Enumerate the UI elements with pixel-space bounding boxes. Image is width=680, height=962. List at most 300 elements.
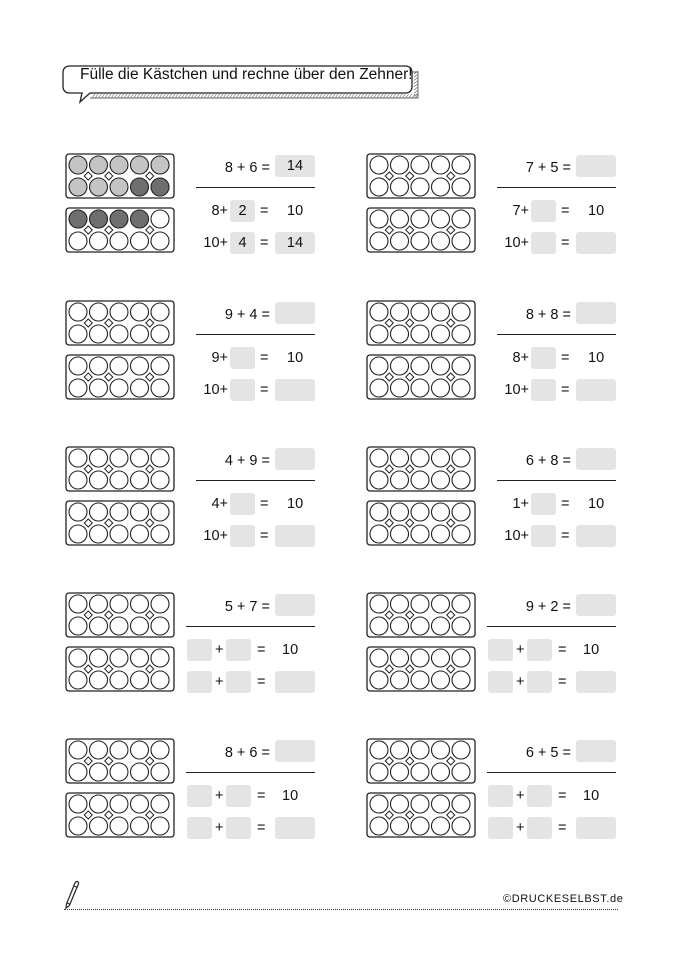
frame-dot (391, 595, 409, 613)
split-box[interactable]: 2 (230, 200, 255, 222)
ten-frame-bottom (367, 647, 475, 691)
frame-dot (90, 617, 108, 635)
frame-dot (432, 817, 450, 835)
frame-dot (90, 357, 108, 375)
frame-dot (370, 303, 388, 321)
frame-dot (110, 210, 128, 228)
equals-sign: = (257, 820, 266, 836)
ten-frame-bottom (367, 208, 475, 252)
equals-sign: = (561, 382, 570, 398)
split-box[interactable] (531, 493, 556, 515)
frame-dot (432, 649, 450, 667)
answer-box[interactable] (576, 155, 616, 177)
frame-dot (131, 671, 149, 689)
equals-sign: = (561, 528, 570, 544)
frame-dot (131, 763, 149, 781)
frame-dot (452, 671, 470, 689)
frame-dot (69, 595, 87, 613)
ten-frame-bottom (66, 647, 174, 691)
frame-dot (411, 379, 429, 397)
frame-dot (411, 503, 429, 521)
equals-sign: = (260, 528, 269, 544)
frame-dot (432, 325, 450, 343)
final-answer-box[interactable] (576, 379, 616, 401)
equals-sign: = (260, 235, 269, 251)
divider-line (487, 772, 616, 773)
ten-frame-bottom (66, 208, 174, 252)
frame-dot (432, 503, 450, 521)
equals-sign: = (558, 820, 567, 836)
frame-dot (131, 232, 149, 250)
frame-dot (370, 379, 388, 397)
frame-dot (391, 795, 409, 813)
blank-box[interactable] (187, 671, 212, 693)
frame-dot (131, 471, 149, 489)
frame-dot (69, 232, 87, 250)
divider-line (487, 626, 616, 627)
divider-line (497, 480, 616, 481)
blank-box[interactable] (488, 639, 513, 661)
frame-dot (110, 763, 128, 781)
frame-dot (370, 671, 388, 689)
ten-value: 10 (583, 642, 600, 658)
answer-box[interactable] (275, 448, 315, 470)
frame-dot (90, 595, 108, 613)
frame-dot (432, 795, 450, 813)
blank-box[interactable] (527, 785, 552, 807)
frame-dot (90, 325, 108, 343)
plus-sign: + (516, 788, 525, 804)
answer-box[interactable] (576, 594, 616, 616)
remainder-box[interactable] (531, 379, 556, 401)
answer-box[interactable]: 14 (275, 155, 315, 177)
frame-dot (411, 325, 429, 343)
final-answer-box[interactable] (576, 817, 616, 839)
exercise-3 (65, 300, 365, 415)
frame-dot (69, 471, 87, 489)
split-box[interactable] (230, 493, 255, 515)
blank-box[interactable] (488, 817, 513, 839)
equals-sign: = (257, 642, 266, 658)
frame-dot (370, 156, 388, 174)
final-answer-box[interactable] (275, 817, 315, 839)
exercise-5 (65, 446, 365, 561)
frame-dot (370, 595, 388, 613)
final-answer-box[interactable]: 14 (275, 232, 315, 254)
answer-box[interactable] (576, 448, 616, 470)
final-answer-box[interactable] (275, 379, 315, 401)
ten-value: 10 (287, 496, 304, 512)
frame-dot (110, 379, 128, 397)
frame-dot (411, 210, 429, 228)
ten-frames (366, 738, 481, 838)
divider-line (186, 772, 315, 773)
frame-dot (151, 232, 169, 250)
frame-dot (432, 671, 450, 689)
ten-frame-top (66, 739, 174, 783)
split-first: 4+ (211, 496, 228, 512)
frame-dot (90, 817, 108, 835)
frame-dot (452, 325, 470, 343)
final-answer-box[interactable] (576, 671, 616, 693)
ten-value: 10 (583, 788, 600, 804)
frame-dot (452, 156, 470, 174)
ten-frame-bottom (66, 793, 174, 837)
equals-sign: = (558, 788, 567, 804)
frame-dot (110, 357, 128, 375)
frame-dot (411, 303, 429, 321)
frame-dot (411, 649, 429, 667)
frame-dot (432, 595, 450, 613)
frame-dot (391, 210, 409, 228)
ten-value: 10 (588, 203, 605, 219)
frame-dot (391, 379, 409, 397)
final-answer-box[interactable] (275, 671, 315, 693)
frame-dot (452, 503, 470, 521)
frame-dot (151, 357, 169, 375)
frame-dot (110, 178, 128, 196)
frame-dot (452, 210, 470, 228)
frame-dot (69, 379, 87, 397)
frame-dot (411, 471, 429, 489)
divider-line (497, 334, 616, 335)
frame-dot (370, 357, 388, 375)
blank-box[interactable] (226, 639, 251, 661)
frame-dot (110, 817, 128, 835)
ten-plus: 10+ (203, 382, 228, 398)
exercise-2 (366, 153, 666, 268)
frame-dot (391, 741, 409, 759)
ten-frame-top (66, 154, 174, 198)
split-first: 9+ (211, 350, 228, 366)
frame-dot (432, 763, 450, 781)
frame-dot (391, 449, 409, 467)
equals-sign: = (260, 382, 269, 398)
frame-dot (391, 503, 409, 521)
exercise-7 (65, 592, 365, 707)
frame-dot (131, 178, 149, 196)
frame-dot (69, 357, 87, 375)
frame-dot (110, 156, 128, 174)
frame-dot (131, 817, 149, 835)
frame-dot (370, 178, 388, 196)
equation: 5 + 7 = (224, 599, 270, 615)
answer-box[interactable] (576, 302, 616, 324)
frame-dot (90, 471, 108, 489)
frame-dot (432, 303, 450, 321)
equation: 8 + 6 = (224, 745, 270, 761)
equals-sign: = (561, 350, 570, 366)
frame-dot (110, 471, 128, 489)
frame-dot (432, 449, 450, 467)
frame-dot (110, 525, 128, 543)
exercise-6 (366, 446, 666, 561)
answer-box[interactable] (576, 740, 616, 762)
frame-dot (110, 232, 128, 250)
frame-dot (90, 379, 108, 397)
frame-dot (370, 649, 388, 667)
frame-dot (370, 795, 388, 813)
exercise-9 (65, 738, 365, 853)
frame-dot (411, 817, 429, 835)
blank-box[interactable] (226, 671, 251, 693)
blank-box[interactable] (187, 817, 212, 839)
plus-sign: + (215, 788, 224, 804)
final-answer-box[interactable] (275, 525, 315, 547)
frame-dot (452, 763, 470, 781)
frame-dot (452, 795, 470, 813)
frame-dot (69, 156, 87, 174)
equals-sign: = (561, 235, 570, 251)
frame-dot (151, 617, 169, 635)
ten-plus: 10+ (504, 235, 529, 251)
frame-dot (90, 156, 108, 174)
ten-frames (65, 300, 180, 400)
frame-dot (69, 303, 87, 321)
equation: 7 + 5 = (525, 160, 571, 176)
frame-dot (452, 595, 470, 613)
frame-dot (151, 795, 169, 813)
ten-frame-top (367, 593, 475, 637)
frame-dot (452, 617, 470, 635)
final-answer-box[interactable] (576, 232, 616, 254)
ten-frame-top (66, 301, 174, 345)
frame-dot (432, 741, 450, 759)
ten-frame-top (367, 739, 475, 783)
frame-dot (69, 449, 87, 467)
frame-dot (131, 525, 149, 543)
frame-dot (411, 232, 429, 250)
divider-line (497, 187, 616, 188)
frame-dot (391, 671, 409, 689)
split-box[interactable] (230, 347, 255, 369)
blank-box[interactable] (226, 817, 251, 839)
blank-box[interactable] (488, 671, 513, 693)
ten-value: 10 (287, 350, 304, 366)
ten-frames (65, 153, 180, 253)
ten-frames (65, 592, 180, 692)
frame-dot (151, 671, 169, 689)
frame-dot (370, 503, 388, 521)
equals-sign: = (558, 642, 567, 658)
remainder-box[interactable]: 4 (230, 232, 255, 254)
frame-dot (411, 763, 429, 781)
frame-dot (370, 471, 388, 489)
frame-dot (151, 210, 169, 228)
frame-dot (90, 763, 108, 781)
frame-dot (151, 503, 169, 521)
frame-dot (90, 671, 108, 689)
frame-dot (370, 525, 388, 543)
frame-dot (131, 379, 149, 397)
frame-dot (110, 795, 128, 813)
frame-dot (131, 741, 149, 759)
frame-dot (452, 232, 470, 250)
frame-dot (110, 617, 128, 635)
frame-dot (370, 232, 388, 250)
frame-dot (110, 303, 128, 321)
frame-dot (411, 357, 429, 375)
plus-sign: + (215, 820, 224, 836)
divider-line (196, 187, 315, 188)
frame-dot (411, 178, 429, 196)
remainder-box[interactable] (230, 525, 255, 547)
frame-dot (110, 649, 128, 667)
ten-plus: 10+ (203, 235, 228, 251)
ten-frames (65, 738, 180, 838)
frame-dot (151, 178, 169, 196)
blank-box[interactable] (527, 817, 552, 839)
frame-dot (69, 795, 87, 813)
ten-plus: 10+ (203, 528, 228, 544)
frame-dot (432, 617, 450, 635)
equation: 8 + 6 = (224, 160, 270, 176)
remainder-box[interactable] (531, 232, 556, 254)
frame-dot (131, 156, 149, 174)
equals-sign: = (561, 496, 570, 512)
frame-dot (411, 525, 429, 543)
frame-dot (411, 156, 429, 174)
frame-dot (452, 741, 470, 759)
split-box[interactable] (531, 200, 556, 222)
ten-frame-bottom (367, 501, 475, 545)
equals-sign: = (257, 674, 266, 690)
frame-dot (452, 449, 470, 467)
blank-box[interactable] (527, 671, 552, 693)
ten-frames (366, 592, 481, 692)
frame-dot (411, 795, 429, 813)
ten-plus: 10+ (504, 382, 529, 398)
split-first: 8+ (211, 203, 228, 219)
frame-dot (411, 449, 429, 467)
frame-dot (452, 303, 470, 321)
blank-box[interactable] (226, 785, 251, 807)
frame-dot (69, 617, 87, 635)
equation: 9 + 2 = (525, 599, 571, 615)
frame-dot (69, 741, 87, 759)
frame-dot (391, 617, 409, 635)
frame-dot (452, 525, 470, 543)
ten-value: 10 (282, 788, 299, 804)
frame-dot (391, 357, 409, 375)
frame-dot (151, 763, 169, 781)
answer-box[interactable] (275, 594, 315, 616)
frame-dot (370, 210, 388, 228)
frame-dot (452, 379, 470, 397)
frame-dot (151, 156, 169, 174)
frame-dot (110, 595, 128, 613)
exercise-1 (65, 153, 365, 268)
ten-value: 10 (588, 350, 605, 366)
frame-dot (370, 741, 388, 759)
frame-dot (131, 449, 149, 467)
blank-box[interactable] (187, 785, 212, 807)
frame-dot (452, 471, 470, 489)
remainder-box[interactable] (531, 525, 556, 547)
equals-sign: = (260, 203, 269, 219)
frame-dot (411, 741, 429, 759)
frame-dot (69, 178, 87, 196)
frame-dot (69, 525, 87, 543)
frame-dot (131, 210, 149, 228)
frame-dot (452, 817, 470, 835)
pencil-icon (63, 879, 81, 909)
frame-dot (151, 525, 169, 543)
blank-box[interactable] (527, 639, 552, 661)
exercise-4 (366, 300, 666, 415)
frame-dot (151, 449, 169, 467)
equals-sign: = (257, 788, 266, 804)
frame-dot (151, 817, 169, 835)
frame-dot (411, 617, 429, 635)
plus-sign: + (516, 820, 525, 836)
frame-dot (391, 471, 409, 489)
frame-dot (69, 817, 87, 835)
ten-frame-bottom (367, 355, 475, 399)
remainder-box[interactable] (230, 379, 255, 401)
plus-sign: + (516, 642, 525, 658)
frame-dot (432, 379, 450, 397)
footer-dotted-line (64, 909, 618, 910)
final-answer-box[interactable] (576, 525, 616, 547)
equals-sign: = (561, 203, 570, 219)
frame-dot (151, 325, 169, 343)
frame-dot (452, 649, 470, 667)
frame-dot (391, 525, 409, 543)
copyright-text: ©DRUCKESELBST.de (503, 893, 624, 905)
frame-dot (131, 595, 149, 613)
frame-dot (370, 325, 388, 343)
frame-dot (90, 503, 108, 521)
frame-dot (391, 817, 409, 835)
answer-box[interactable] (275, 302, 315, 324)
frame-dot (391, 649, 409, 667)
ten-value: 10 (282, 642, 299, 658)
frame-dot (391, 763, 409, 781)
frame-dot (110, 449, 128, 467)
split-box[interactable] (531, 347, 556, 369)
frame-dot (69, 671, 87, 689)
frame-dot (432, 156, 450, 174)
frame-dot (370, 617, 388, 635)
equation: 4 + 9 = (224, 453, 270, 469)
frame-dot (90, 232, 108, 250)
ten-frame-top (367, 447, 475, 491)
frame-dot (151, 741, 169, 759)
answer-box[interactable] (275, 740, 315, 762)
frame-dot (151, 595, 169, 613)
frame-dot (391, 325, 409, 343)
exercise-10 (366, 738, 666, 853)
blank-box[interactable] (187, 639, 212, 661)
frame-dot (391, 232, 409, 250)
frame-dot (432, 357, 450, 375)
frame-dot (151, 379, 169, 397)
frame-dot (411, 671, 429, 689)
split-first: 7+ (512, 203, 529, 219)
split-first: 1+ (512, 496, 529, 512)
ten-frame-bottom (66, 501, 174, 545)
ten-frames (65, 446, 180, 546)
equals-sign: = (558, 674, 567, 690)
frame-dot (432, 232, 450, 250)
frame-dot (370, 817, 388, 835)
frame-dot (90, 178, 108, 196)
blank-box[interactable] (488, 785, 513, 807)
frame-dot (69, 649, 87, 667)
ten-frame-top (367, 154, 475, 198)
frame-dot (131, 503, 149, 521)
